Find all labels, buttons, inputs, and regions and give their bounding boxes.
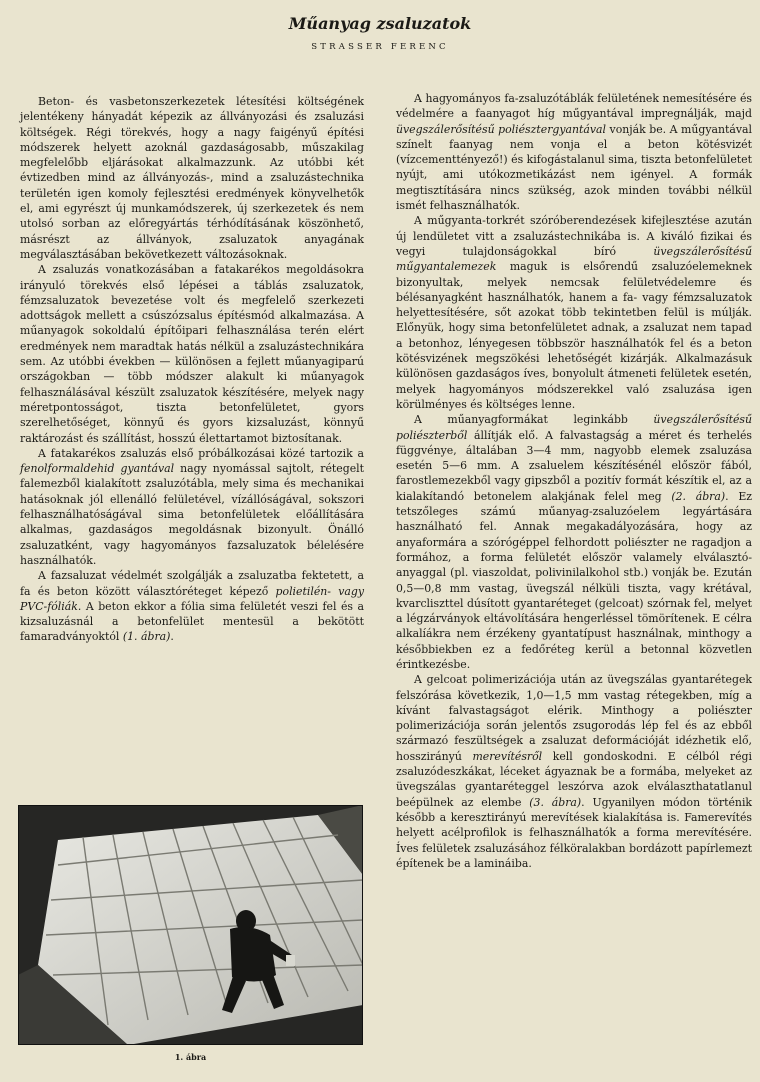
paragraph-text: vonják be. A műgyantával színelt faanyag nem vonja el a beton kötésvizét (vízcementtényező!) és kifogástalanul sima, tiszta betonfelületet nyújt, ami utókozmetikázást nem igényel. A formák megtisztítására nincs szükség, azok minden további nélkül ismét felhasználhatók. [396, 122, 752, 213]
figure-reference: (1. ábra) [122, 630, 171, 644]
paragraph [20, 262, 364, 446]
paragraph [396, 213, 752, 412]
paragraph-text: A műanyagformákat leginkább [414, 413, 654, 427]
paragraph-text: A műgyanta-torkrét szóróberendezések kifejlesztése azután új lendületet vitt a zsaluzástechnikába is. A kiváló fizikai és vegyi tulajdonságokkal bíró [396, 214, 752, 258]
paragraph [396, 91, 752, 213]
left-column [20, 94, 364, 645]
right-column [396, 91, 752, 871]
figure-caption: 1. ábra [174, 1052, 207, 1062]
photo-formwork [18, 805, 363, 1045]
paragraph [396, 672, 752, 871]
emphasis-term: polietilén- vagy PVC-fóliák. [20, 584, 364, 613]
figure-reference: (3. ábra) [529, 795, 582, 809]
paragraph-text: A fazsaluzat védelmét szolgálják a zsaluzatba fektetett, a fa és beton között választóréteget képező [20, 569, 364, 598]
paragraph [20, 446, 364, 568]
paragraph-text: A zsaluzás vonatkozásában a fatakarékos megoldásokra irányuló törekvés első lépései a táblás zsaluzatok, fémzsaluzatok bevezetése volt és megfelelő szerkezeti adottságok mellett a csúszózsalus építésmód alkalmazása. A műanyagok sokoldalú építőipari felhasználása terén elért eredmények nem maradtak hatás nélkül a zsaluzástechnikára sem. Az utóbbi években — különösen a fejlett műanyagiparú országokban — több módszer alakult ki műanyagok felhasználásával készült zsaluzatok készítésére, melyek nagy méretpontosságot, tiszta betonfelületet, gyors szerelhetőséget, könnyű és gyors kizsaluzást, könnyű raktározást és szállítást, hosszú élettartamot biztosítanak. [20, 263, 364, 445]
article-author: STRASSER FERENC [311, 42, 449, 52]
emphasis-term: fenolformaldehid gyantával [20, 462, 175, 476]
emphasis-term: üvegszálerősítésű poliészterből [396, 413, 752, 442]
emphasis-term: üvegszálerősítésű műgyantalemezek [396, 244, 752, 274]
emphasis-term: merevítésről [472, 749, 543, 763]
paragraph-text: A beton ekkor a fólia sima felületét veszi fel és a kizsaluzásnál a betonfelület mentesül a bekötött famaradványoktól [20, 599, 364, 644]
paragraph [20, 94, 364, 262]
figure-reference: (2. ábra) [671, 489, 726, 503]
emphasis-term: üvegszálerősítésű poliésztergyantával [396, 122, 607, 136]
paragraph-text: A fatakarékos zsaluzás első próbálkozásai közé tartozik a [38, 446, 364, 460]
paragraph-text: A gelcoat polimerizációja után az üvegszálas gyantarétegek felszórása következik, 1,0—1,5 mm vastag rétegekben, míg a kívánt falvastagságot elérik. Minthogy a poliészter polimerizációja során jelentős zsugorodás lép fel és az ebből származó feszültségek a zsaluzat deformációját idézhetik elő, hosszirányú [396, 673, 752, 763]
paragraph-text: kell gondoskodni. E célból régi zsaluzódeszkákat, léceket ágyaznak be a formába, melyeket az üvegszálas gyantaréteggel leszórva azok elválaszthatatlanul beépülnek az elembe [396, 749, 752, 809]
article-title: Műanyag zsaluzatok [288, 14, 472, 33]
paragraph-text: állítják elő. A falvastagság a méret és terhelés függvénye, általában 3—4 mm, nagyobb elemek zsaluzása esetén 5—6 mm. A zsaluelem készítésénél először fából, farostlemezekből vagy gipszből a pozitív formát készítik el, az a kialakítandó betonelem alakjának felel meg [396, 428, 752, 503]
paragraph-text: Beton- és vasbetonszerkezetek létesítési költségének jelentékeny hányadát képezik az állványozási és zsaluzási költségek. Régi törekvés, hogy a nagy faigényű építési módszerek helyett azoknál gazdaságosabb, műszakilag megfelelőbb eljárásokat alkalmazzunk. Az utóbbi két évtizedben mind az állványozás-, mind a zsaluzástechnika területén igen komoly fejlesztési eredmények könyvelhetők el, ami egyrészt új munkamódszerek, új szerkezetek és nem utolsó sorban az előregyártás térhódításának köszönhető, másrészt az állványok, zsaluzatok anyagának megválasztásában bekövetkezett változásoknak. [20, 95, 364, 261]
paragraph-text: A hagyományos fa-zsaluzótáblák felületének nemesítésére és védelmére a faanyagot híg műgyantával impregnálják, majd [396, 92, 752, 121]
figure-1-photo [18, 805, 363, 1045]
paragraph [396, 412, 752, 672]
paragraph-text: . Ugyanilyen módon történik később a keresztirányú merevítések kialakítása is. Famerevítés helyett acélprofilok is felhasználhatók a forma merevítésére. Íves felületek zsaluzásához félköralakban bordázott papírlemezt építenek be a lamináiba. [396, 795, 753, 870]
paragraph-text: . Ez tetszőleges számú műanyag-zsaluzóelem legyártására használható fel. Annak megakadályozására, hogy az anyaformára a szórógéppel felhordott poliészter ne ragadjon a formához, a forma felületét először valamely elválasztó-anyaggal (pl. viaszoldat, polivinilalkohol stb.) vonják be. Ezután 0,5—0,8 mm vastag, üvegszál nélküli tiszta, vagy krétával, kvarcliszttel dúsított gyantaréteget (gelcoat) szórnak fel, melyet a légzárványok eltávolítására hengerléssel tömörítenek. E célra alkalíákra nem érzékeny gyantatípust használnak, minthogy a későbbiekben ez a fedőréteg kerül a betonnal közvetlen érintkezésbe. [396, 489, 753, 671]
paragraph-text: . [170, 630, 174, 644]
paragraph [20, 568, 364, 644]
paragraph-text: maguk is elsőrendű zsaluzóelemeknek bizonyultak, melyek nemcsak felületvédelemre és bélésanyagként használhatók, hanem a fa- vagy fémzsaluzatok helyettesítésére, sőt azokat több tekintetben felül is múlják. Előnyük, hogy sima betonfelületet adnak, a zsaluzat nem tapad a betonhoz, lényegesen többször használhatók fel és a beton kötésvizének megszökési lehetőségét kizárják. Alkalmazásuk különösen gazdaságos íves, bonyolult átmeneti felületek esetén, melyek hagyományos módszerekkel való zsaluzása igen körülményes és költséges lenne. [396, 260, 752, 411]
paragraph-text: nagy nyomással sajtolt, rétegelt falemezből kialakított zsaluzótábla, mely sima és mechanikai hatásoknak jól ellenálló felületével, vízállóságával, sokszori felhasználhatóságával sima betonfelületek előállítására alkalmas, gazdaságos megoldásnak bizonyult. Önálló zsaluzatként, vagy hagyományos fazsaluzatok bélelésére használhatók. [20, 462, 364, 567]
